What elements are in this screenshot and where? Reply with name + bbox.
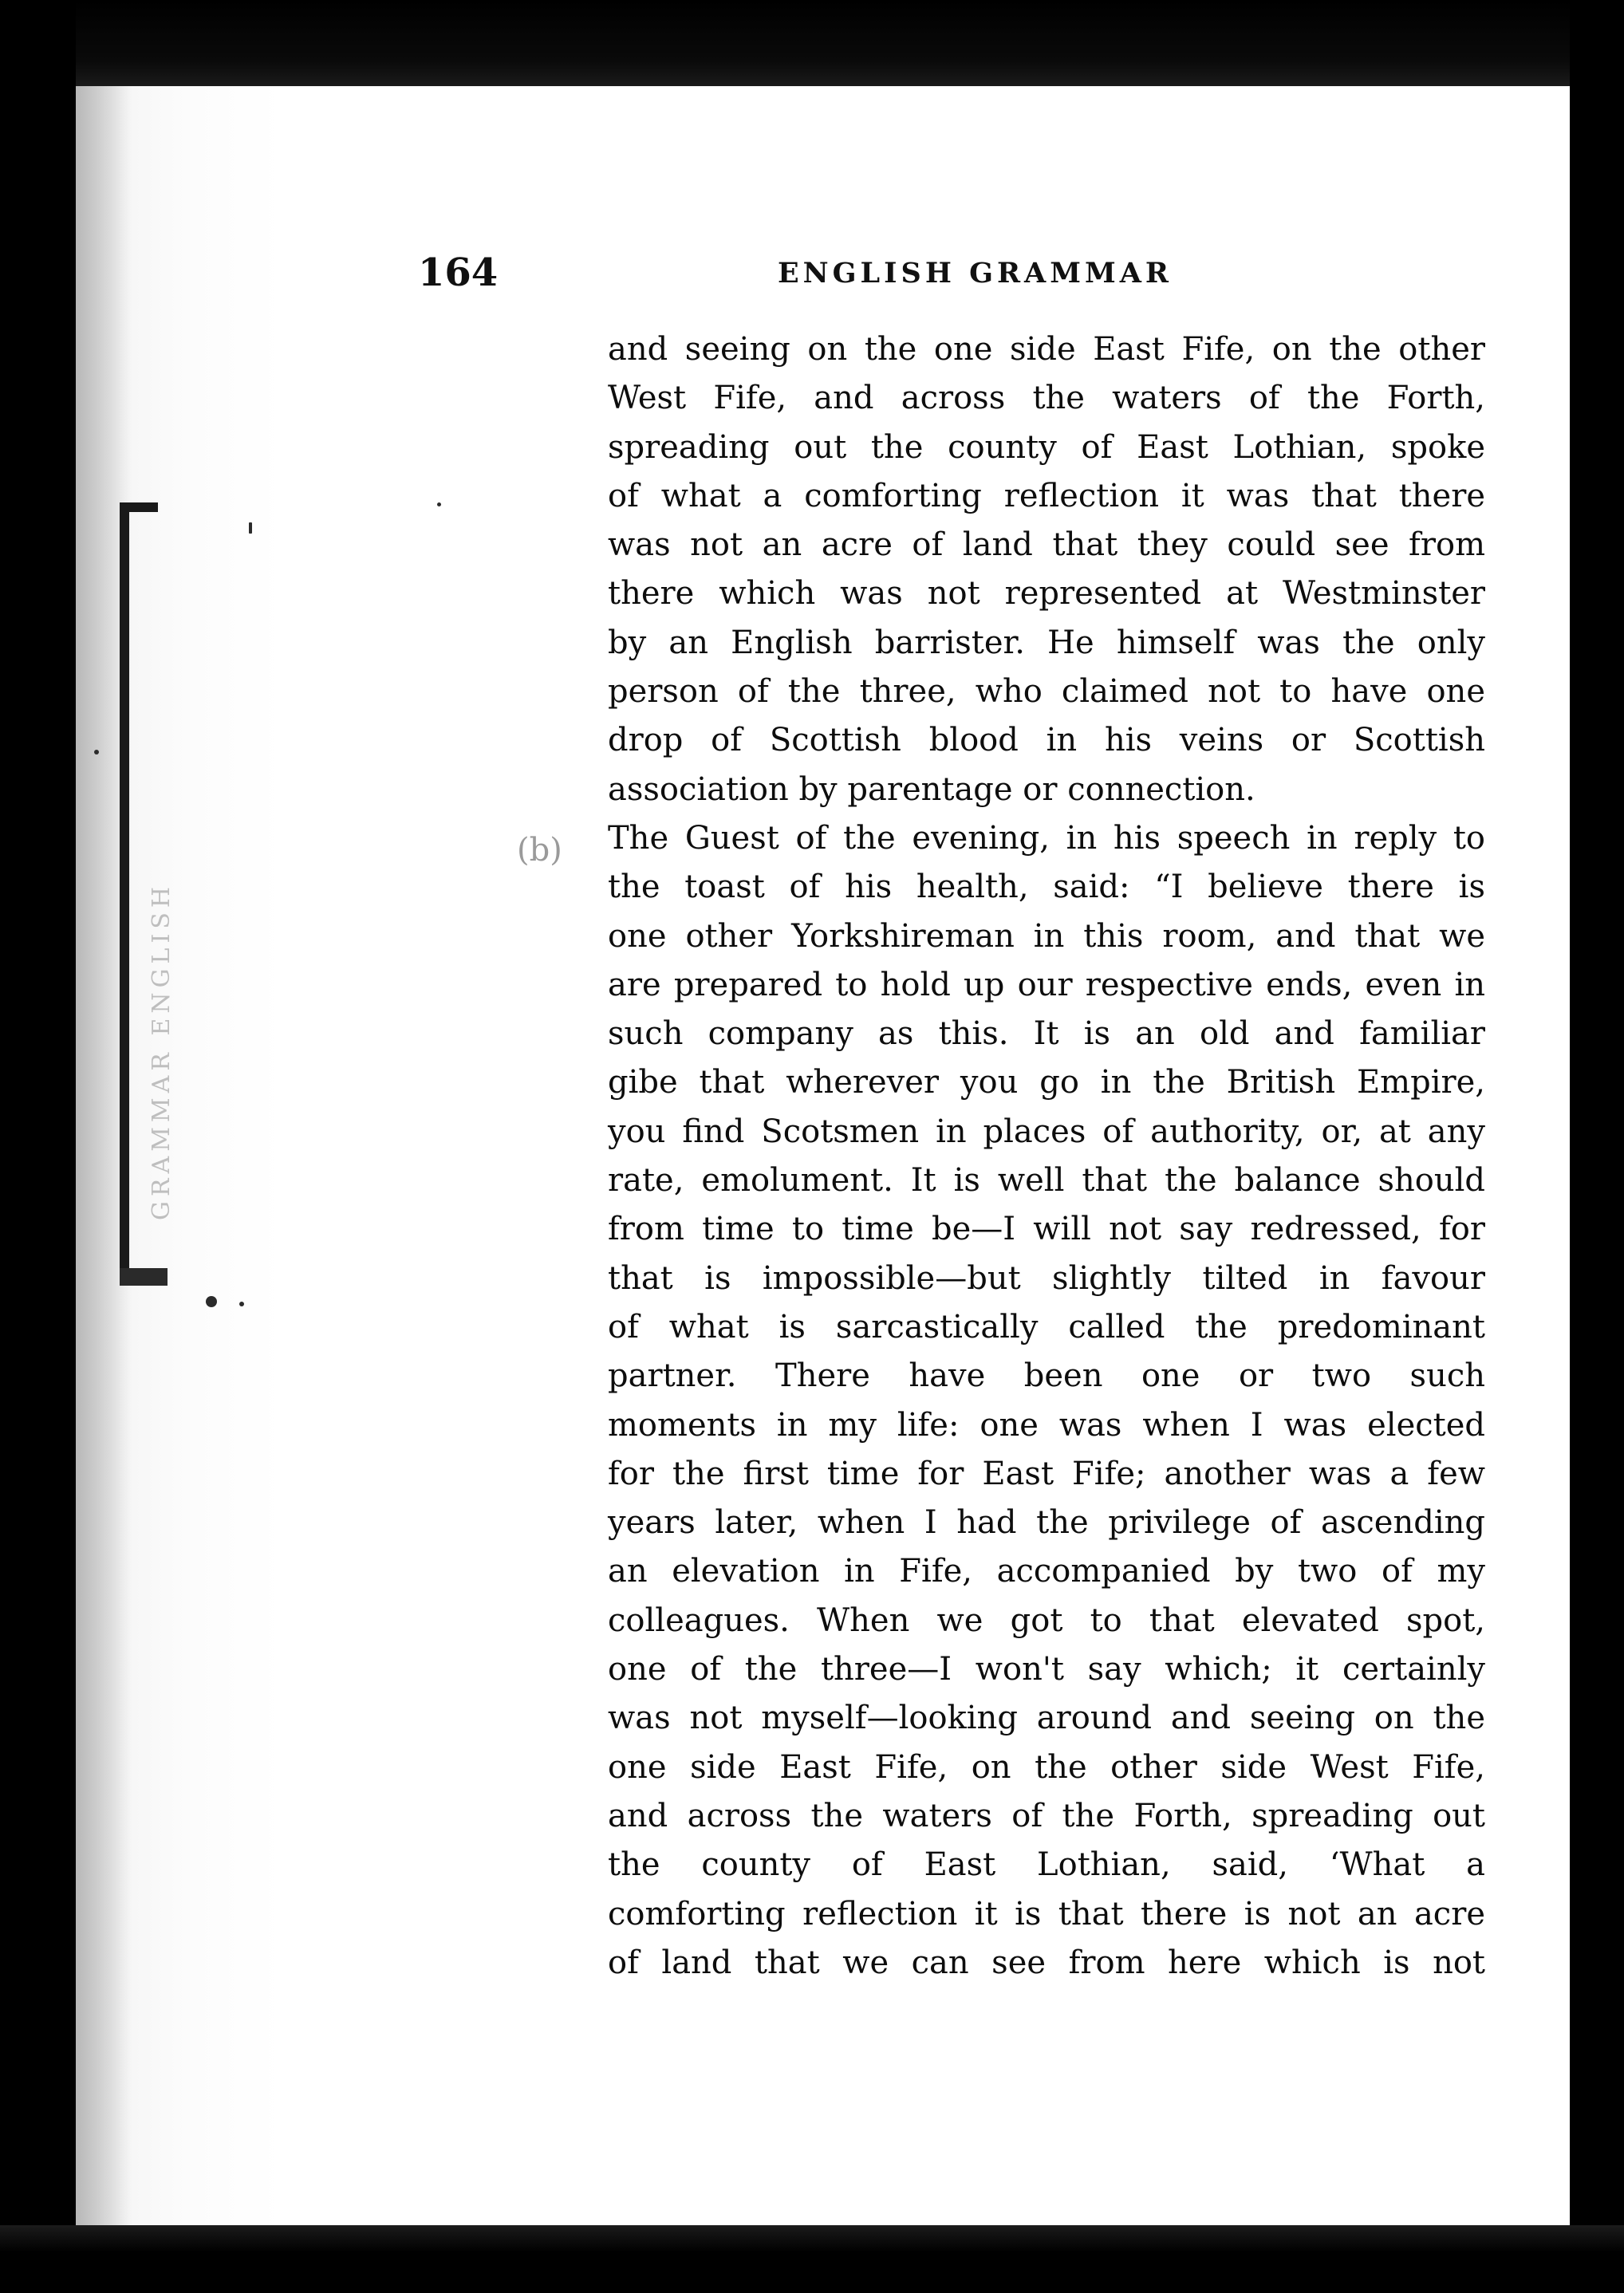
text-line: one of the three—I won't say which; it certainly bbox=[608, 1651, 1485, 1688]
text-line: was not myself—looking around and seeing on the bbox=[608, 1700, 1485, 1737]
text-line: of what is sarcastically called the predominant bbox=[608, 1308, 1485, 1345]
text-line: partner. There have been one or two such bbox=[608, 1357, 1485, 1395]
paragraph-b bbox=[608, 814, 1485, 1988]
text-line: the toast of his health, said: “I believe there is bbox=[608, 869, 1485, 906]
text-line: one other Yorkshireman in this room, and that we bbox=[608, 917, 1485, 955]
text-line: by an English barrister. He himself was the only bbox=[608, 624, 1485, 661]
ink-speck bbox=[437, 502, 441, 506]
page-number: 164 bbox=[418, 250, 499, 295]
text-line: of land that we can see from here which is not bbox=[608, 1944, 1485, 1981]
margin-bracket-mark bbox=[120, 502, 129, 1268]
text-line: such company as this. It is an old and familiar bbox=[608, 1015, 1485, 1053]
body-text bbox=[608, 325, 1485, 1988]
running-head: ENGLISH GRAMMAR bbox=[778, 257, 1173, 290]
text-line: for the first time for East Fife; another was a few bbox=[608, 1455, 1485, 1492]
text-line: and across the waters of the Forth, spreading out bbox=[608, 1797, 1485, 1834]
text-line: was not an acre of land that they could see from bbox=[608, 526, 1485, 564]
text-line: association by parentage or connection. bbox=[608, 770, 1255, 808]
paragraph-b-marker: (b) bbox=[517, 832, 562, 869]
text-line: gibe that wherever you go in the British Empire, bbox=[608, 1064, 1485, 1101]
ink-speck bbox=[239, 1302, 244, 1306]
text-line: rate, emolument. It is well that the balance should bbox=[608, 1162, 1485, 1200]
text-line: from time to time be—I will not say redressed, for bbox=[608, 1211, 1485, 1248]
ink-speck bbox=[249, 522, 252, 534]
scan-border-bottom bbox=[0, 2225, 1624, 2293]
ink-speck bbox=[206, 1296, 217, 1307]
margin-bracket-top bbox=[120, 502, 158, 512]
text-line: of what a comforting reflection it was that there bbox=[608, 477, 1485, 514]
scan-border-top bbox=[0, 0, 1624, 88]
ink-speck bbox=[94, 750, 99, 754]
text-line: person of the three, who claimed not to have one bbox=[608, 673, 1485, 711]
text-line: drop of Scottish blood in his veins or Scottish bbox=[608, 722, 1485, 759]
show-through-text: GRAMMAR ENGLISH bbox=[148, 881, 175, 1220]
margin-bracket-foot bbox=[120, 1268, 168, 1286]
text-line: an elevation in Fife, accompanied by two of my bbox=[608, 1553, 1485, 1590]
text-line: years later, when I had the privilege of ascending bbox=[608, 1504, 1485, 1542]
text-line: The Guest of the evening, in his speech in reply to bbox=[608, 819, 1485, 857]
text-line: comforting reflection it is that there is not an acre bbox=[608, 1895, 1485, 1933]
text-line: West Fife, and across the waters of the Forth, bbox=[608, 380, 1485, 417]
text-line: colleagues. When we got to that elevated spot, bbox=[608, 1602, 1485, 1639]
text-line: there which was not represented at Westminster bbox=[608, 575, 1485, 613]
scan-border-left bbox=[0, 0, 76, 2293]
text-line: and seeing on the one side East Fife, on the other bbox=[608, 331, 1485, 368]
scan-border-right bbox=[1570, 0, 1624, 2293]
text-line: you find Scotsmen in places of authority, or, at any bbox=[608, 1113, 1485, 1150]
text-line: one side East Fife, on the other side West Fife, bbox=[608, 1748, 1485, 1786]
paragraph-a bbox=[608, 325, 1485, 814]
text-line: that is impossible—but slightly tilted in favour bbox=[608, 1259, 1485, 1297]
text-line: spreading out the county of East Lothian, spoke bbox=[608, 428, 1485, 466]
text-line: are prepared to hold up our respective ends, even in bbox=[608, 966, 1485, 1003]
text-line: the county of East Lothian, said, ‘What a bbox=[608, 1846, 1485, 1884]
text-line: moments in my life: one was when I was elected bbox=[608, 1406, 1485, 1444]
